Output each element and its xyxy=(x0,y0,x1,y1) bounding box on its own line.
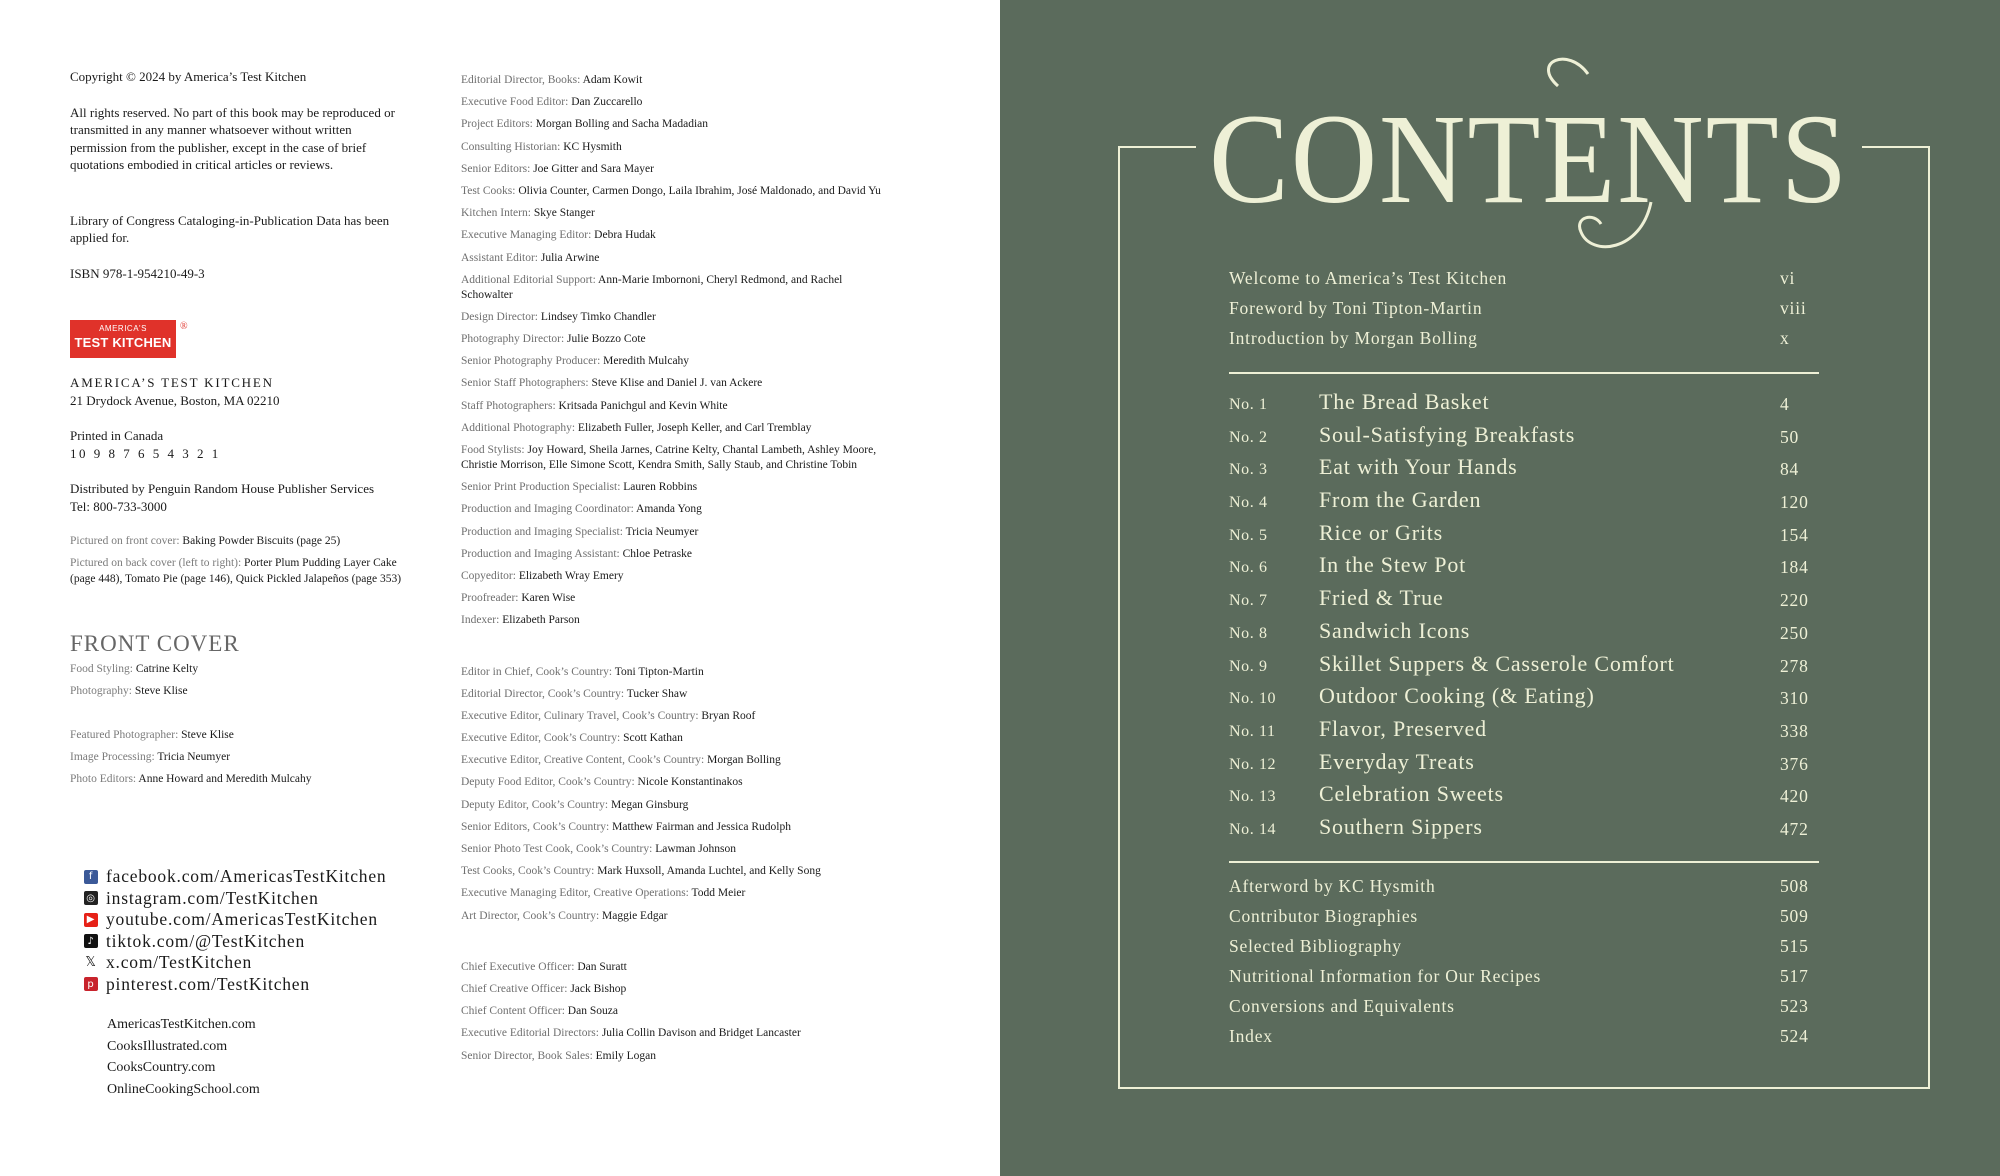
social-link[interactable] xyxy=(84,866,386,888)
credit-line xyxy=(461,775,881,790)
credit-role: Deputy Editor, Cook’s Country: xyxy=(461,798,609,811)
toc-entry-page: viii xyxy=(1780,298,1807,318)
credit-line xyxy=(461,591,881,606)
credits-group-books xyxy=(461,73,881,628)
photo-credits xyxy=(70,727,410,787)
toc-entry[interactable] xyxy=(1229,966,1819,996)
chapter-page: 420 xyxy=(1780,786,1809,807)
credit-line xyxy=(461,960,881,975)
credit-role: Kitchen Intern: xyxy=(461,207,531,220)
chapter-title: From the Garden xyxy=(1319,487,1482,513)
toc-entry-title: Conversions and Equivalents xyxy=(1229,996,1455,1016)
credit-name: Catrine Kelty xyxy=(135,662,199,675)
registered-mark: ® xyxy=(180,321,188,332)
toc-entry-page: 509 xyxy=(1780,906,1809,926)
toc-entry[interactable] xyxy=(1229,268,1819,298)
chapter-number: No. 7 xyxy=(1229,592,1268,610)
credit-name: Karen Wise xyxy=(521,592,576,605)
credit-role: Test Cooks: xyxy=(461,184,516,197)
credit-line xyxy=(461,613,881,628)
chapter-entry[interactable] xyxy=(1229,487,1819,520)
printed-in: Printed in Canada xyxy=(70,428,164,443)
toc-entry-title: Nutritional Information for Our Recipes xyxy=(1229,966,1542,986)
front-cover-credits xyxy=(70,661,410,699)
frame-border-top-right xyxy=(1862,146,1930,148)
credit-role: Editorial Director, Books: xyxy=(461,74,581,86)
credit-name: Tucker Shaw xyxy=(626,687,688,700)
credit-name: Mark Huxsoll, Amanda Luchtel, and Kelly Song xyxy=(597,865,821,878)
credit-line xyxy=(461,1049,881,1064)
credit-name: Lauren Robbins xyxy=(623,481,698,494)
toc-entry-page: vi xyxy=(1780,268,1796,288)
credit-role: Senior Editors, Cook’s Country: xyxy=(461,820,610,833)
credit-role: Senior Director, Book Sales: xyxy=(461,1049,593,1062)
credit-line xyxy=(461,421,881,436)
chapter-page: 120 xyxy=(1780,492,1809,513)
credit-role: Photography Director: xyxy=(461,333,565,346)
credit-role: Production and Imaging Specialist: xyxy=(461,525,623,538)
chapter-title: Outdoor Cooking (& Eating) xyxy=(1319,683,1595,709)
social-link-text: instagram.com/TestKitchen xyxy=(106,887,319,908)
credit-name: Amanda Yong xyxy=(636,503,702,516)
facebook-icon: f xyxy=(84,870,98,884)
toc-entry[interactable] xyxy=(1229,906,1819,936)
chapter-number: No. 8 xyxy=(1229,624,1268,642)
credit-line xyxy=(461,665,881,680)
credit-name: Steve Klise and Daniel J. van Ackere xyxy=(591,377,763,390)
credit-name: Skye Stanger xyxy=(533,207,595,220)
chapter-entry[interactable] xyxy=(1229,651,1819,684)
credit-line xyxy=(461,547,881,562)
credit-role: Editorial Director, Cook’s Country: xyxy=(461,687,625,700)
toc-entry-title: Index xyxy=(1229,1026,1273,1046)
toc-entry-title: Afterword by KC Hysmith xyxy=(1229,876,1436,896)
back-cover-caption-value: Porter Plum Pudding Layer Cake (page 448), Tomato Pie (page 146), Quick Pickled Jalapeños (page 353) xyxy=(70,557,402,585)
credit-line xyxy=(461,228,881,243)
credit-role: Chief Content Officer: xyxy=(461,1005,565,1018)
credit-line xyxy=(70,661,410,677)
back-cover-caption-label: Pictured on back cover (left to right): xyxy=(70,557,242,569)
logo-line-2: TEST KITCHEN xyxy=(74,335,172,350)
credit-role: Executive Editor, Cook’s Country: xyxy=(461,732,621,745)
chapter-entry[interactable] xyxy=(1229,389,1819,422)
chapter-title: Soul-Satisfying Breakfasts xyxy=(1319,421,1576,447)
credit-line xyxy=(461,117,881,132)
chapter-page: 338 xyxy=(1780,720,1809,741)
credit-line xyxy=(461,820,881,835)
toc-entry[interactable] xyxy=(1229,328,1819,358)
credit-name: Debra Hudak xyxy=(594,229,656,242)
print-line: 10 9 8 7 6 5 4 3 2 1 xyxy=(70,445,221,461)
chapter-title: Eat with Your Hands xyxy=(1319,454,1518,480)
publisher-name: AMERICA’S TEST KITCHEN xyxy=(70,375,274,390)
distributor: Distributed by Penguin Random House Publisher Services xyxy=(70,481,375,496)
chapter-page: 184 xyxy=(1780,557,1809,578)
social-link[interactable] xyxy=(84,974,386,996)
credit-role: Senior Photo Test Cook, Cook’s Country: xyxy=(461,843,653,855)
social-link-text: facebook.com/AmericasTestKitchen xyxy=(106,866,387,886)
credit-line xyxy=(461,842,881,857)
frame-border-right xyxy=(1928,146,1930,1088)
credits-group-executives xyxy=(461,960,881,1064)
toc-entry-page: 517 xyxy=(1780,966,1809,986)
credit-name: Emily Logan xyxy=(595,1049,657,1062)
chapter-title: Skillet Suppers & Casserole Comfort xyxy=(1319,650,1675,676)
credit-name: Dan Souza xyxy=(567,1005,618,1018)
credit-name: Matthew Fairman and Jessica Rudolph xyxy=(612,820,791,833)
toc-entry[interactable] xyxy=(1229,298,1819,328)
credit-role: Assistant Editor: xyxy=(461,251,538,264)
credit-name: Scott Kathan xyxy=(623,732,683,745)
atk-logo-badge xyxy=(70,320,176,358)
toc-entry-title: Selected Bibliography xyxy=(1229,936,1402,956)
contents-title-text: CONTENTS xyxy=(1209,88,1849,230)
credit-line xyxy=(70,749,410,765)
credit-line xyxy=(461,1004,881,1019)
credit-role: Executive Managing Editor, Creative Operations: xyxy=(461,887,689,900)
credit-line xyxy=(461,569,881,584)
credit-name: Megan Ginsburg xyxy=(611,798,689,811)
chapter-title: Celebration Sweets xyxy=(1319,781,1504,807)
credits-group-cooks-country xyxy=(461,665,881,924)
credit-role: Indexer: xyxy=(461,614,500,627)
toc-entry[interactable] xyxy=(1229,876,1819,906)
chapter-entry[interactable] xyxy=(1229,552,1819,585)
credit-role: Art Director, Cook’s Country: xyxy=(461,909,600,922)
credit-role: Photography: xyxy=(70,684,132,697)
website-link[interactable]: OnlineCookingSchool.com xyxy=(107,1081,260,1097)
website-link[interactable]: CooksIllustrated.com xyxy=(107,1038,228,1054)
publisher-address: 21 Drydock Avenue, Boston, MA 02210 xyxy=(70,392,280,408)
credit-line xyxy=(461,184,881,199)
rights-notice: All rights reserved. No part of this book may be reproduced or transmitted in any manner whatsoever without written permission from the publisher, except in the case of brief quotations embodied in critical articles or reviews. xyxy=(70,104,395,172)
chapter-title: In the Stew Pot xyxy=(1319,552,1467,578)
credit-name: KC Hysmith xyxy=(563,140,622,153)
credit-line xyxy=(461,982,881,997)
chapter-entry[interactable] xyxy=(1229,749,1819,782)
chapter-entry[interactable] xyxy=(1229,585,1819,618)
chapter-number: No. 9 xyxy=(1229,657,1268,675)
credit-role: Image Processing: xyxy=(70,750,155,763)
chapter-number: No. 6 xyxy=(1229,559,1268,577)
chapter-list xyxy=(1229,389,1819,847)
isbn: ISBN 978-1-954210-49-3 xyxy=(70,265,205,281)
credit-line xyxy=(461,864,881,879)
credit-name: Kritsada Panichgul and Kevin White xyxy=(558,399,728,412)
social-link[interactable] xyxy=(84,931,386,953)
credit-role: Proofreader: xyxy=(461,592,519,605)
chapter-title: Fried & True xyxy=(1319,585,1444,611)
credit-role: Chief Executive Officer: xyxy=(461,960,575,973)
chapter-entry[interactable] xyxy=(1229,814,1819,847)
pinterest-icon: p xyxy=(84,977,98,991)
title-flourish-top xyxy=(1548,59,1588,86)
colophon-column xyxy=(70,68,410,793)
credit-name: Julie Bozzo Cote xyxy=(567,333,646,346)
chapter-title: Sandwich Icons xyxy=(1319,617,1471,643)
front-cover-caption xyxy=(70,533,410,549)
front-matter-list xyxy=(1229,268,1819,358)
credit-role: Staff Photographers: xyxy=(461,399,556,412)
copyright-line: Copyright © 2024 by America’s Test Kitchen xyxy=(70,69,307,84)
credit-line xyxy=(461,399,881,414)
tiktok-icon: ♪ xyxy=(84,934,98,948)
toc-entry[interactable] xyxy=(1229,1026,1819,1056)
credit-role: Deputy Food Editor, Cook’s Country: xyxy=(461,776,635,789)
chapter-page: 472 xyxy=(1780,818,1809,839)
credit-name: Morgan Bolling and Sacha Madadian xyxy=(535,118,709,131)
chapter-number: No. 5 xyxy=(1229,526,1268,544)
chapter-number: No. 10 xyxy=(1229,690,1277,708)
credit-role: Editor in Chief, Cook’s Country: xyxy=(461,665,613,678)
credit-line xyxy=(70,771,410,787)
credit-line xyxy=(70,727,410,743)
credit-role: Food Styling: xyxy=(70,662,133,675)
website-link[interactable]: AmericasTestKitchen.com xyxy=(107,1017,256,1032)
credit-role: Production and Imaging Assistant: xyxy=(461,547,620,560)
credit-name: Elizabeth Fuller, Joseph Keller, and Carl Tremblay xyxy=(577,421,812,434)
credit-line xyxy=(461,310,881,325)
credit-line xyxy=(461,480,881,495)
chapter-page: 4 xyxy=(1780,394,1790,414)
chapter-page: 278 xyxy=(1780,655,1809,676)
credit-line xyxy=(70,683,410,699)
credit-line xyxy=(461,140,881,155)
credit-role: Executive Managing Editor: xyxy=(461,229,592,242)
credit-role: Photo Editors: xyxy=(70,772,137,785)
toc-entry-page: 515 xyxy=(1780,936,1809,956)
credit-line xyxy=(461,687,881,702)
frame-border-bottom xyxy=(1118,1087,1930,1089)
credit-name: Steve Klise xyxy=(181,728,234,741)
credit-role: Executive Food Editor: xyxy=(461,96,569,109)
chapter-entry[interactable] xyxy=(1229,618,1819,651)
credit-role: Executive Editor, Creative Content, Cook’s Country: xyxy=(461,754,705,767)
credit-role: Additional Editorial Support: xyxy=(461,273,596,286)
toc-entry-title: Introduction by Morgan Bolling xyxy=(1229,328,1478,348)
credit-line xyxy=(461,354,881,369)
credit-line xyxy=(461,251,881,266)
credit-name: Steve Klise xyxy=(134,684,188,697)
chapter-page: 310 xyxy=(1780,688,1809,709)
credit-role: Project Editors: xyxy=(461,118,533,131)
x-icon: 𝕏 xyxy=(85,955,97,970)
credit-line xyxy=(461,709,881,724)
chapter-entry[interactable] xyxy=(1229,422,1819,455)
credit-name: Tricia Neumyer xyxy=(157,750,231,763)
credit-role: Senior Print Production Specialist: xyxy=(461,481,621,494)
chapter-entry[interactable] xyxy=(1229,716,1819,749)
contents-title xyxy=(1196,52,1862,272)
credit-line xyxy=(461,525,881,540)
divider-2 xyxy=(1229,861,1819,863)
chapter-entry[interactable] xyxy=(1229,520,1819,553)
toc-entry-title: Foreword by Toni Tipton-Martin xyxy=(1229,298,1483,318)
credit-role: Featured Photographer: xyxy=(70,728,179,741)
atk-logo xyxy=(70,320,410,362)
social-link-text: youtube.com/AmericasTestKitchen xyxy=(106,909,378,929)
credit-line xyxy=(461,798,881,813)
credit-line xyxy=(461,95,881,110)
credit-role: Senior Photography Producer: xyxy=(461,355,601,368)
credit-name: Nicole Konstantinakos xyxy=(637,776,743,789)
credit-line xyxy=(461,273,881,303)
frame-border-left xyxy=(1118,146,1120,1088)
website-list xyxy=(107,1014,260,1100)
credit-role: Test Cooks, Cook’s Country: xyxy=(461,865,595,878)
toc-entry-page: 524 xyxy=(1780,1026,1809,1046)
social-link[interactable] xyxy=(84,888,386,910)
chapter-page: 220 xyxy=(1780,590,1809,611)
credit-line xyxy=(461,162,881,177)
credit-name: Joy Howard, Sheila Jarnes, Catrine Kelty, Chantal Lambeth, Ashley Moore, Christie Morrison, Elle Simone Scott, Kendra Smith, Sally Staub, and Christine Tobin xyxy=(461,444,877,471)
credit-name: Dan Zuccarello xyxy=(571,96,643,109)
credit-name: Toni Tipton-Martin xyxy=(614,665,704,678)
credit-name: Chloe Petraske xyxy=(622,547,692,560)
credit-role: Design Director: xyxy=(461,310,538,323)
toc-entry[interactable] xyxy=(1229,996,1819,1026)
chapter-number: No. 3 xyxy=(1229,461,1268,479)
credit-name: Lawman Johnson xyxy=(655,843,736,855)
credit-name: Julia Collin Davison and Bridget Lancaster xyxy=(601,1027,801,1040)
credit-line xyxy=(461,886,881,901)
chapter-number: No. 14 xyxy=(1229,820,1277,838)
credit-name: Meredith Mulcahy xyxy=(603,355,690,368)
contents-page xyxy=(1000,0,2000,1176)
instagram-icon: ◎ xyxy=(84,891,98,905)
credit-name: Morgan Bolling xyxy=(707,754,781,767)
toc-entry-title: Welcome to America’s Test Kitchen xyxy=(1229,268,1508,288)
website-link[interactable]: CooksCountry.com xyxy=(107,1060,216,1075)
front-cover-caption-label: Pictured on front cover: xyxy=(70,535,180,547)
credit-line xyxy=(461,376,881,391)
chapter-title: Rice or Grits xyxy=(1319,519,1444,545)
chapter-page: 84 xyxy=(1780,459,1800,480)
credit-line xyxy=(461,1026,881,1041)
staff-credits xyxy=(461,73,881,1071)
credit-name: Olivia Counter, Carmen Dongo, Laila Ibrahim, José Maldonado, and David Yu xyxy=(518,184,881,197)
social-link[interactable] xyxy=(84,952,386,974)
credit-name: Todd Meier xyxy=(691,887,746,900)
chapter-page: 50 xyxy=(1780,426,1800,447)
credit-line xyxy=(461,73,881,88)
credit-line xyxy=(461,753,881,768)
logo-line-1: AMERICA'S xyxy=(99,324,147,333)
credit-name: Bryan Roof xyxy=(701,709,756,722)
social-link-text: pinterest.com/TestKitchen xyxy=(106,973,310,994)
back-cover-caption xyxy=(70,555,410,587)
chapter-title: The Bread Basket xyxy=(1319,389,1490,414)
credit-role: Chief Creative Officer: xyxy=(461,982,568,995)
toc-entry-page: x xyxy=(1780,328,1790,348)
credit-name: Joe Gitter and Sara Mayer xyxy=(533,162,654,175)
credit-role: Senior Editors: xyxy=(461,162,531,175)
chapter-number: No. 13 xyxy=(1229,788,1277,806)
chapter-title: Southern Sippers xyxy=(1319,813,1483,839)
credit-role: Additional Photography: xyxy=(461,421,576,434)
front-cover-heading: FRONT COVER xyxy=(70,631,240,656)
credit-line xyxy=(461,909,881,924)
telephone: Tel: 800-733-3000 xyxy=(70,498,167,514)
chapter-number: No. 4 xyxy=(1229,494,1268,512)
credit-role: Executive Editorial Directors: xyxy=(461,1027,599,1040)
credit-line xyxy=(461,332,881,347)
toc-entry-page: 508 xyxy=(1780,876,1809,896)
credit-name: Jack Bishop xyxy=(570,982,627,995)
toc-entry-page: 523 xyxy=(1780,996,1809,1016)
credit-role: Senior Staff Photographers: xyxy=(461,377,589,390)
credit-role: Copyeditor: xyxy=(461,569,516,582)
credit-name: Tricia Neumyer xyxy=(625,525,699,538)
chapter-number: No. 11 xyxy=(1229,722,1276,740)
credit-name: Anne Howard and Meredith Mulcahy xyxy=(138,772,312,785)
youtube-icon: ▶ xyxy=(84,913,98,927)
toc-entry[interactable] xyxy=(1229,936,1819,966)
credit-role: Production and Imaging Coordinator: xyxy=(461,503,634,516)
credit-line xyxy=(461,502,881,517)
chapter-entry[interactable] xyxy=(1229,683,1819,716)
credit-name: Dan Suratt xyxy=(577,960,627,973)
chapter-title: Flavor, Preserved xyxy=(1319,715,1487,741)
credit-name: Adam Kowit xyxy=(582,74,643,86)
frame-border-top-left xyxy=(1118,146,1196,148)
credit-name: Maggie Edgar xyxy=(602,909,668,922)
credit-role: Food Stylists: xyxy=(461,444,525,456)
loc-notice: Library of Congress Cataloging-in-Publication Data has been applied for. xyxy=(70,212,390,245)
chapter-entry[interactable] xyxy=(1229,454,1819,487)
toc-entry-title: Contributor Biographies xyxy=(1229,906,1419,926)
social-link[interactable] xyxy=(84,909,386,931)
credit-line xyxy=(461,206,881,221)
credit-role: Consulting Historian: xyxy=(461,140,561,153)
credit-name: Elizabeth Wray Emery xyxy=(518,569,624,582)
back-matter-list xyxy=(1229,876,1819,1056)
credit-line xyxy=(461,443,881,473)
chapter-entry[interactable] xyxy=(1229,781,1819,814)
credit-name: Elizabeth Parson xyxy=(502,614,580,627)
social-links xyxy=(84,866,386,995)
social-link-text: x.com/TestKitchen xyxy=(106,952,253,972)
credit-name: Lindsey Timko Chandler xyxy=(540,310,656,323)
chapter-page: 250 xyxy=(1780,622,1809,643)
chapter-title: Everyday Treats xyxy=(1319,748,1475,774)
credit-name: Ann-Marie Imbornoni, Cheryl Redmond, and Rachel Schowalter xyxy=(461,273,843,301)
social-link-text: tiktok.com/@TestKitchen xyxy=(106,930,306,951)
divider-1 xyxy=(1229,372,1819,374)
credit-line xyxy=(461,731,881,746)
credit-role: Executive Editor, Culinary Travel, Cook’s Country: xyxy=(461,709,699,722)
chapter-number: No. 1 xyxy=(1229,396,1268,413)
chapter-page: 154 xyxy=(1780,524,1809,545)
chapter-number: No. 12 xyxy=(1229,755,1277,773)
front-cover-caption-value: Baking Powder Biscuits (page 25) xyxy=(182,535,341,547)
credit-name: Julia Arwine xyxy=(540,251,600,264)
chapter-page: 376 xyxy=(1780,753,1809,774)
chapter-number: No. 2 xyxy=(1229,428,1268,446)
